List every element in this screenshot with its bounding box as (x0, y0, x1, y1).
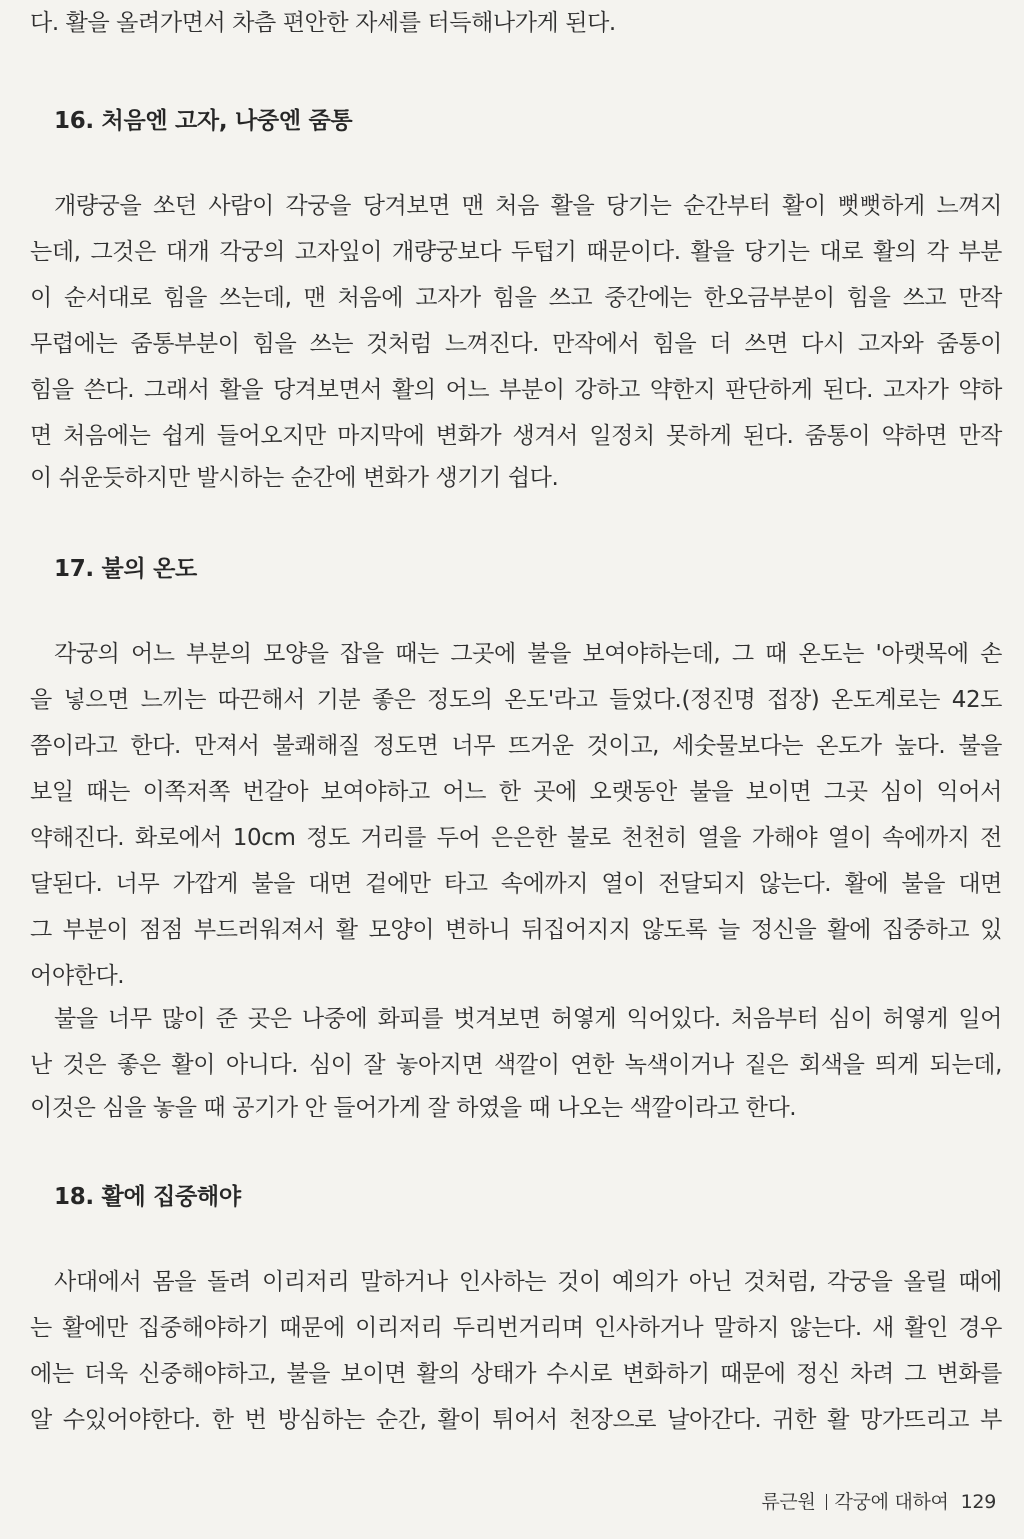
section-heading-18: 18. 활에 집중해야 (54, 1184, 241, 1210)
section-17-line-3: 쯤이라고 한다. 만져서 불쾌해질 정도면 너무 뜨거운 것이고, 세숫물보다는 온도가 높다. 불을 (30, 733, 1002, 759)
section-16-line-5: 힘을 쓴다. 그래서 활을 당겨보면서 활의 어느 부분이 강하고 약한지 판단하게 된다. 고자가 약하 (30, 377, 1002, 403)
intro-line: 다. 활을 올려가면서 차츰 편안한 자세를 터득해나가게 된다. (30, 10, 616, 36)
section-heading-16: 16. 처음엔 고자, 나중엔 줌통 (54, 108, 353, 134)
page-number: 129 (960, 1491, 996, 1513)
section-17-line-8: 어야한다. (30, 963, 125, 989)
section-17-line-11: 이것은 심을 놓을 때 공기가 안 들어가게 잘 하였을 때 나오는 색깔이라고 한다. (30, 1095, 797, 1121)
section-17-line-9: 불을 너무 많이 준 곳은 나중에 화피를 벗겨보면 허옇게 익어있다. 처음부터 심이 허옇게 일어 (54, 1006, 1002, 1032)
section-17-line-2: 을 넣으면 느끼는 따끈해서 기분 좋은 정도의 온도'라고 들었다.(정진명 접장) 온도계로는 42도 (30, 687, 1002, 713)
section-17-line-5: 약해진다. 화로에서 10cm 정도 거리를 두어 은은한 불로 천천히 열을 가해야 열이 속에까지 전 (30, 825, 1002, 851)
section-17-line-7: 그 부분이 점점 부드러워져서 활 모양이 변하니 뒤집어지지 않도록 늘 정신을 활에 집중하고 있 (30, 917, 1002, 943)
section-17-line-4: 보일 때는 이쪽저쪽 번갈아 보여야하고 어느 한 곳에 오랫동안 불을 보이면 그곳 심이 익어서 (30, 779, 1002, 805)
section-16-line-6: 면 처음에는 쉽게 들어오지만 마지막에 변화가 생겨서 일정치 못하게 된다. 줌통이 약하면 만작 (30, 423, 1002, 449)
page-footer (761, 1489, 996, 1515)
section-16-line-3: 이 순서대로 힘을 쓰는데, 맨 처음에 고자가 힘을 쓰고 중간에는 한오금부분이 힘을 쓰고 만작 (30, 285, 1002, 311)
section-17-line-1: 각궁의 어느 부분의 모양을 잡을 때는 그곳에 불을 보여야하는데, 그 때 온도는 '아랫목에 손 (54, 641, 1002, 667)
section-16-line-4: 무렵에는 줌통부분이 힘을 쓰는 것처럼 느껴진다. 만작에서 힘을 더 쓰면 다시 고자와 줌통이 (30, 331, 1002, 357)
section-18-line-3: 에는 더욱 신중해야하고, 불을 보이면 활의 상태가 수시로 변화하기 때문에 정신 차려 그 변화를 (30, 1361, 1002, 1387)
section-17-line-10: 난 것은 좋은 활이 아니다. 심이 잘 놓아지면 색깔이 연한 녹색이거나 짙은 회색을 띄게 되는데, (30, 1052, 1002, 1078)
section-16-line-1: 개량궁을 쏘던 사람이 각궁을 당겨보면 맨 처음 활을 당기는 순간부터 활이 뻣뻣하게 느껴지 (54, 193, 1002, 219)
footer-separator (826, 1494, 827, 1510)
section-heading-17: 17. 불의 온도 (54, 556, 197, 582)
section-18-line-4: 알 수있어야한다. 한 번 방심하는 순간, 활이 튀어서 천장으로 날아간다. 귀한 활 망가뜨리고 부 (30, 1407, 1002, 1433)
section-16-line-2: 는데, 그것은 대개 각궁의 고자잎이 개량궁보다 두텁기 때문이다. 활을 당기는 대로 활의 각 부분 (30, 239, 1002, 265)
footer-book-title: 각궁에 대하여 (834, 1491, 949, 1513)
section-17-line-6: 달된다. 너무 가깝게 불을 대면 겉에만 타고 속에까지 열이 전달되지 않는다. 활에 불을 대면 (30, 871, 1002, 897)
footer-author: 류근원 (761, 1491, 816, 1513)
section-18-line-1: 사대에서 몸을 돌려 이리저리 말하거나 인사하는 것이 예의가 아닌 것처럼, 각궁을 올릴 때에 (54, 1269, 1002, 1295)
section-16-line-7: 이 쉬운듯하지만 발시하는 순간에 변화가 생기기 쉽다. (30, 465, 559, 491)
section-18-line-2: 는 활에만 집중해야하기 때문에 이리저리 두리번거리며 인사하거나 말하지 않는다. 새 활인 경우 (30, 1315, 1002, 1341)
